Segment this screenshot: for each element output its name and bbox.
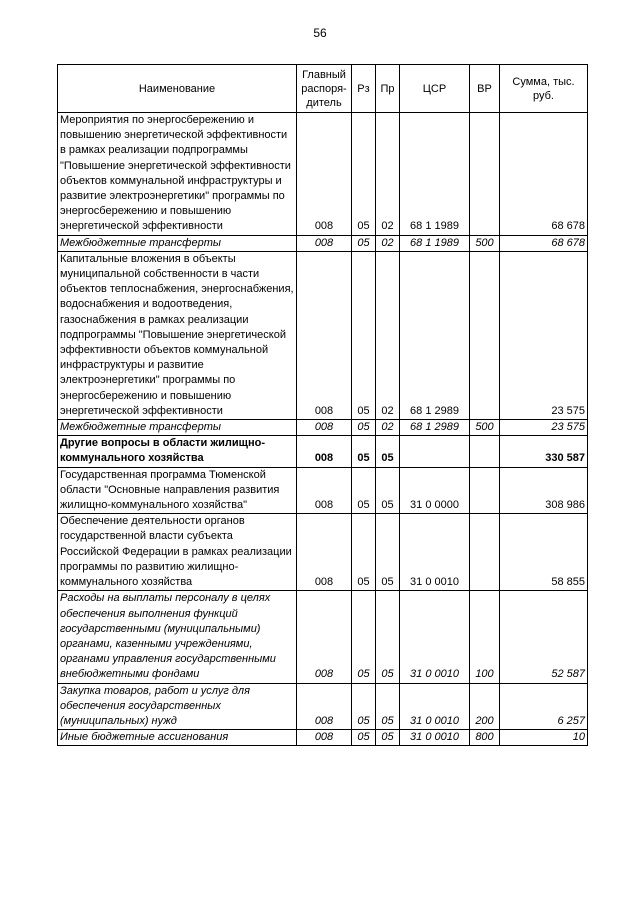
cell-sum: 330 587: [500, 436, 588, 467]
cell-name: Иные бюджетные ассигнования: [58, 730, 297, 746]
header-csr: ЦСР: [400, 65, 470, 113]
cell-pr: 02: [376, 251, 400, 419]
cell-main-manager: 008: [297, 467, 352, 514]
cell-name: Расходы на выплаты персоналу в целях обеспечения выполнения функций государственными (муниципальными) органами, казенными учреждениями, органами управления государственными внебюджетными фондами: [58, 591, 297, 683]
cell-csr: 68 1 2989: [400, 251, 470, 419]
cell-name: Государственная программа Тюменской области "Основные направления развития жилищно-коммунального хозяйства": [58, 467, 297, 514]
cell-rz: 05: [352, 113, 376, 236]
table-row: [58, 436, 588, 467]
cell-name: Капитальные вложения в объекты муниципальной собственности в части объектов теплоснабжения, энергоснабжения, водоснабжения и водоотведения, газоснабжения в рамках реализации подпрограммы "Повышение энергетической эффективности объектов коммунальной инфраструктуры и развитие электроэнергетики" программы по энергосбережению и повышению энергетической эффективности: [58, 251, 297, 419]
header-sum: Сумма, тыс. руб.: [500, 65, 588, 113]
cell-name: Другие вопросы в области жилищно-коммунального хозяйства: [58, 436, 297, 467]
cell-csr: 68 1 1989: [400, 235, 470, 251]
cell-main-manager: 008: [297, 113, 352, 236]
cell-sum: 23 575: [500, 251, 588, 419]
header-vr: ВР: [470, 65, 500, 113]
cell-rz: 05: [352, 591, 376, 683]
cell-pr: 05: [376, 514, 400, 591]
table-row: [58, 591, 588, 683]
table-row: [58, 730, 588, 746]
cell-rz: 05: [352, 251, 376, 419]
cell-pr: 05: [376, 683, 400, 730]
cell-name: Мероприятия по энергосбережению и повышению энергетической эффективности в рамках реализации подпрограммы "Повышение энергетической эффективности объектов коммунальной инфраструктуры и развитие электроэнергетики" программы по энергосбережению и повышению энергетической эффективности: [58, 113, 297, 236]
table-row: [58, 683, 588, 730]
cell-sum: 52 587: [500, 591, 588, 683]
cell-sum: 10: [500, 730, 588, 746]
cell-rz: 05: [352, 467, 376, 514]
cell-vr: [470, 113, 500, 236]
cell-rz: 05: [352, 235, 376, 251]
cell-vr: [470, 467, 500, 514]
cell-main-manager: 008: [297, 251, 352, 419]
cell-csr: 68 1 1989: [400, 113, 470, 236]
header-row: [58, 65, 588, 113]
table-row: [58, 467, 588, 514]
cell-name: Обеспечение деятельности органов государственной власти субъекта Российской Федерации в рамках реализации программы по развитию жилищно-коммунального хозяйства: [58, 514, 297, 591]
cell-csr: 31 0 0010: [400, 514, 470, 591]
cell-rz: 05: [352, 683, 376, 730]
table-row: [58, 251, 588, 419]
cell-pr: 05: [376, 436, 400, 467]
cell-main-manager: 008: [297, 591, 352, 683]
cell-vr: 200: [470, 683, 500, 730]
table-row: [58, 235, 588, 251]
cell-sum: 58 855: [500, 514, 588, 591]
cell-main-manager: 008: [297, 436, 352, 467]
cell-main-manager: 008: [297, 514, 352, 591]
cell-name: Межбюджетные трансферты: [58, 235, 297, 251]
cell-sum: 68 678: [500, 113, 588, 236]
cell-main-manager: 008: [297, 683, 352, 730]
cell-csr: 31 0 0010: [400, 730, 470, 746]
cell-rz: 05: [352, 436, 376, 467]
cell-vr: 800: [470, 730, 500, 746]
cell-vr: 500: [470, 235, 500, 251]
cell-pr: 05: [376, 467, 400, 514]
header-pr: Пр: [376, 65, 400, 113]
cell-sum: 23 575: [500, 420, 588, 436]
cell-csr: 68 1 2989: [400, 420, 470, 436]
table-row: [58, 420, 588, 436]
cell-main-manager: 008: [297, 730, 352, 746]
cell-main-manager: 008: [297, 235, 352, 251]
page-number: 56: [313, 26, 327, 40]
cell-csr: [400, 436, 470, 467]
cell-csr: 31 0 0010: [400, 683, 470, 730]
cell-vr: 100: [470, 591, 500, 683]
cell-pr: 05: [376, 730, 400, 746]
cell-vr: 500: [470, 420, 500, 436]
cell-pr: 02: [376, 420, 400, 436]
cell-vr: [470, 251, 500, 419]
cell-pr: 02: [376, 113, 400, 236]
cell-name: Межбюджетные трансферты: [58, 420, 297, 436]
table-header: [58, 65, 588, 113]
cell-name: Закупка товаров, работ и услуг для обеспечения государственных (муниципальных) нужд: [58, 683, 297, 730]
cell-csr: 31 0 0000: [400, 467, 470, 514]
cell-rz: 05: [352, 514, 376, 591]
cell-csr: 31 0 0010: [400, 591, 470, 683]
cell-vr: [470, 436, 500, 467]
cell-pr: 02: [376, 235, 400, 251]
cell-rz: 05: [352, 420, 376, 436]
cell-sum: 308 986: [500, 467, 588, 514]
cell-vr: [470, 514, 500, 591]
table-body: [58, 113, 588, 746]
table-row: [58, 113, 588, 236]
cell-sum: 6 257: [500, 683, 588, 730]
cell-sum: 68 678: [500, 235, 588, 251]
header-main-manager: Главный распоря-дитель: [297, 65, 352, 113]
header-name: Наименование: [58, 65, 297, 113]
table-row: [58, 514, 588, 591]
cell-pr: 05: [376, 591, 400, 683]
header-rz: Рз: [352, 65, 376, 113]
cell-rz: 05: [352, 730, 376, 746]
budget-table: [57, 64, 588, 746]
cell-main-manager: 008: [297, 420, 352, 436]
